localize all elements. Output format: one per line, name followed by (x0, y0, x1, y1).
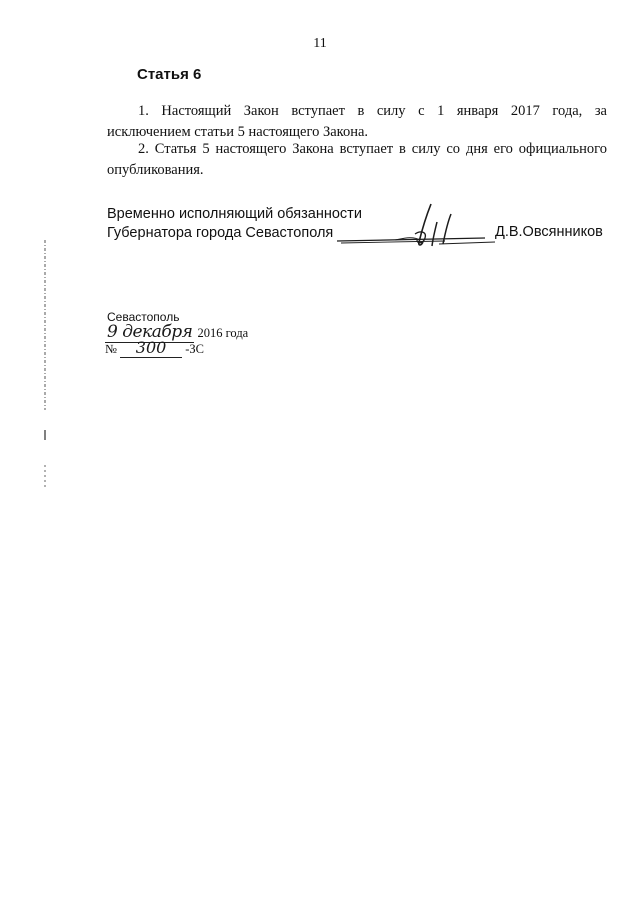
article-heading: Статья 6 (137, 66, 202, 83)
page-number: 11 (313, 36, 327, 51)
handwritten-signature (335, 200, 505, 260)
paragraph-2-line-2: опубликования. (107, 162, 204, 178)
number-sign: № (105, 342, 117, 356)
scan-margin-marks (40, 240, 50, 500)
signatory-title (107, 205, 362, 243)
place-of-signing: Севастополь (107, 310, 180, 324)
law-number-line (105, 338, 204, 358)
paragraph-1-line-1: 1. Настоящий Закон вступает в силу с 1 января 2017 года, за (138, 103, 607, 119)
date-year: 2016 года (197, 326, 249, 340)
paragraph-2 (107, 139, 607, 181)
paragraph-2-line-1: 2. Статья 5 настоящего Закона вступает в силу со дня его официального (138, 141, 607, 157)
paragraph-1-line-2: исключением статьи 5 настоящего Закона. (107, 124, 369, 140)
signatory-title-line-1: Временно исполняющий обязанности (107, 206, 362, 222)
handwritten-date: 9 декабря (107, 322, 193, 342)
signatory-name: Д.В.Овсянников (495, 224, 603, 240)
paragraph-1 (107, 101, 607, 143)
signatory-title-line-2: Губернатора города Севастополя (107, 225, 334, 241)
handwritten-law-number: 300 (120, 338, 182, 358)
law-number-suffix: -ЗС (185, 342, 204, 356)
